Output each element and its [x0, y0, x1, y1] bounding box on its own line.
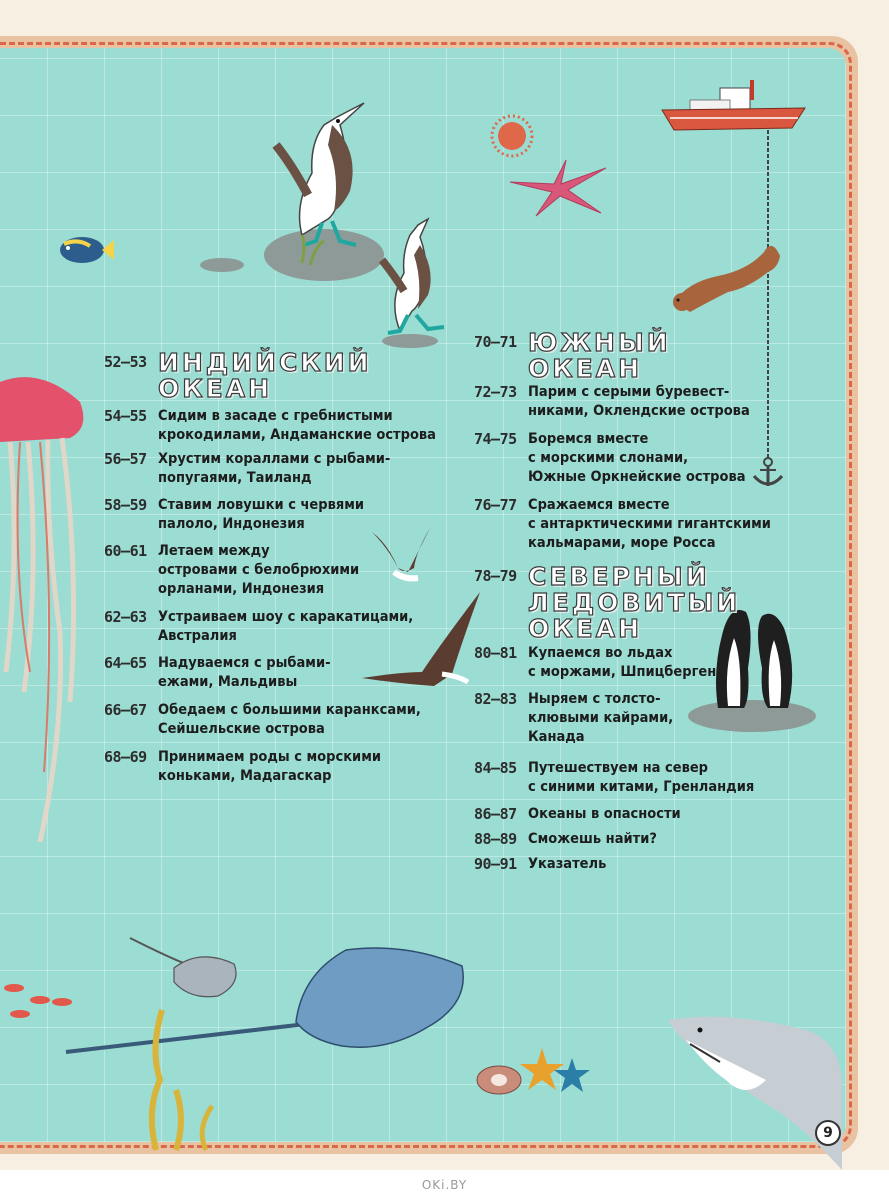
- toc-pages: 72–73: [474, 383, 517, 401]
- toc-pages: 60–61: [104, 542, 147, 560]
- toc-entry[interactable]: [104, 654, 331, 692]
- toc-title: Сражаемся вместе с антарктическими гигантскими кальмарами, море Росса: [528, 497, 771, 551]
- toc-title: Летаем между островами с белобрюхими орланами, Индонезия: [158, 543, 360, 597]
- toc-title: Сидим в засаде с гребнистыми крокодилами, Андаманские острова: [158, 408, 436, 443]
- toc-entry-indian-ocean[interactable]: [104, 350, 372, 402]
- starfish-icon: [506, 158, 616, 218]
- toc-entry[interactable]: [104, 701, 421, 739]
- toc-entry[interactable]: [104, 542, 359, 599]
- toc-entry[interactable]: [104, 496, 364, 534]
- toc-entry[interactable]: [474, 430, 746, 487]
- toc-title: Надуваемся с рыбами- ежами, Мальдивы: [158, 655, 331, 690]
- toc-pages: 56–57: [104, 450, 147, 468]
- toc-pages: 76–77: [474, 496, 517, 514]
- toc-entry[interactable]: [104, 608, 413, 646]
- toc-pages: 62–63: [104, 608, 147, 626]
- toc-pages: 74–75: [474, 430, 517, 448]
- toc-entry[interactable]: [104, 748, 381, 786]
- jellyfish-icon: [0, 372, 95, 872]
- toc-entry[interactable]: [104, 407, 436, 445]
- toc-pages: 84–85: [474, 759, 517, 777]
- toc-pages: 58–59: [104, 496, 147, 514]
- toc-pages: 88–89: [474, 830, 517, 848]
- toc-entry-arctic-ocean[interactable]: [474, 564, 740, 642]
- section-heading: ИНДИЙСКИЙ ОКЕАН: [158, 348, 372, 403]
- toc-pages: 86–87: [474, 805, 517, 823]
- toc-title: Боремся вместе с морскими слонами, Южные Оркнейские острова: [528, 431, 746, 485]
- toc-title: Путешествуем на север с синими китами, Гренландия: [528, 760, 755, 795]
- toc-title: Океаны в опасности: [528, 806, 681, 822]
- toc-title: Обедаем с большими каранксами, Сейшельские острова: [158, 702, 421, 737]
- watermark-footer: OKi.BY: [0, 1170, 889, 1200]
- toc-pages: 54–55: [104, 407, 147, 425]
- toc-title: Ныряем с толсто- клювыми кайрами, Канада: [528, 691, 674, 745]
- toc-title: Парим с серыми буревест- никами, Оклендские острова: [528, 384, 750, 419]
- red-fish-icon: [0, 980, 95, 1024]
- toc-title: Купаемся во льдах с моржами, Шпицберген: [528, 645, 717, 680]
- toc-entry[interactable]: [474, 855, 606, 874]
- shell-icon: [476, 1062, 522, 1096]
- toc-pages: 64–65: [104, 654, 147, 672]
- section-heading: СЕВЕРНЫЙ ЛЕДОВИТЫЙ ОКЕАН: [528, 562, 741, 643]
- toc-entry[interactable]: [474, 690, 673, 747]
- stingray-icon: [66, 934, 471, 1064]
- eagle-icon: [368, 528, 438, 588]
- toc-pages: 52–53: [104, 353, 147, 371]
- tropical-fish-icon: [56, 230, 116, 270]
- toc-entry-southern-ocean[interactable]: [474, 330, 671, 382]
- toc-title: Ставим ловушки с червями палоло, Индонезия: [158, 497, 365, 532]
- page-number: 9: [815, 1120, 841, 1146]
- starfish-icon: [520, 1046, 592, 1096]
- toc-pages: 90–91: [474, 855, 517, 873]
- toc-title: Указатель: [528, 856, 607, 872]
- toc-entry[interactable]: [474, 383, 750, 421]
- otter-icon: [668, 232, 788, 327]
- toc-pages: 68–69: [104, 748, 147, 766]
- toc-pages: 82–83: [474, 690, 517, 708]
- toc-entry[interactable]: [474, 496, 771, 553]
- toc-pages: 70–71: [474, 333, 517, 351]
- toc-title: Сможешь найти?: [528, 831, 657, 847]
- toc-entry[interactable]: [104, 450, 390, 488]
- toc-entry[interactable]: [474, 759, 754, 797]
- sea-urchin-icon: [484, 112, 544, 162]
- booby-bird-icon: [232, 95, 462, 350]
- toc-pages: 78–79: [474, 567, 517, 585]
- toc-pages: 66–67: [104, 701, 147, 719]
- section-heading: ЮЖНЫЙ ОКЕАН: [528, 328, 671, 383]
- shark-icon: [666, 1010, 846, 1170]
- toc-entry[interactable]: [474, 830, 657, 849]
- toc-entry[interactable]: [474, 805, 681, 824]
- toc-title: Устраиваем шоу с каракатицами, Австралия: [158, 609, 414, 644]
- toc-entry[interactable]: [474, 644, 716, 682]
- toc-pages: 80–81: [474, 644, 517, 662]
- toc-title: Принимаем роды с морскими коньками, Мадагаскар: [158, 749, 382, 784]
- toc-title: Хрустим кораллами с рыбами- попугаями, Таиланд: [158, 451, 391, 486]
- seaweed-icon: [136, 1010, 236, 1150]
